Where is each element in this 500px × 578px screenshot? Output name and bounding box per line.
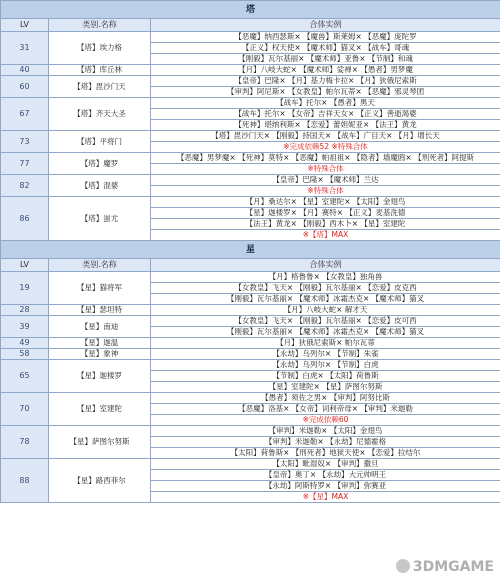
table-row	[1, 98, 500, 109]
recipe-cell: 【皇帝】奥丁× 【永劫】大元帅明王	[151, 470, 500, 481]
recipe-cell: 【愚者】须佐之男× 【审判】阿努比斯	[151, 393, 500, 404]
category-cell: 【星】路西菲尔	[49, 459, 151, 503]
recipe-header: 合体实例	[151, 19, 500, 32]
lv-cell: 65	[1, 360, 49, 393]
recipe-cell: 【审判】阿尼斯× 【女教皇】帕尔瓦蒂× 【恶魔】邪灵琴团	[151, 87, 500, 98]
watermark-logo-icon	[396, 559, 410, 573]
note-cell: ※特殊合体	[151, 164, 500, 175]
category-cell: 【塔】魔罗	[49, 153, 151, 175]
lv-cell: 70	[1, 393, 49, 426]
recipe-cell: 【审判】米迦勒× 【永劫】尼德霍格	[151, 437, 500, 448]
section-title-row	[1, 1, 500, 19]
recipe-cell: 【月】八岐大蛇× 解才天	[151, 305, 500, 316]
lv-cell: 77	[1, 153, 49, 175]
recipe-cell: 【恶魔】纳西瑟斯× 【魔兽】斯莱姆× 【恶魔】庞陀罗	[151, 32, 500, 43]
section-title: 塔	[1, 1, 500, 19]
note-cell: ※完成依赖60	[151, 415, 500, 426]
lv-cell: 49	[1, 338, 49, 349]
table-row	[1, 175, 500, 186]
recipe-cell: 【法王】黄龙× 【刚毅】西木卜× 【星】室建陀	[151, 219, 500, 230]
recipe-cell: 【死神】堪纳利斯× 【恋爱】蕾妲妮亚× 【法王】黄龙	[151, 120, 500, 131]
recipe-cell: 【永劫】阿斯特罗× 【审判】弥赛亚	[151, 481, 500, 492]
recipe-cell: 【正义】权天使× 【魔术师】猫叉× 【战车】哥魂	[151, 43, 500, 54]
watermark	[396, 559, 494, 575]
table-row	[1, 426, 500, 437]
category-header: 类别.名称	[49, 19, 151, 32]
recipe-cell: 【永劫】乌列尔× 【节制】白虎	[151, 360, 500, 371]
category-cell: 【塔】混婆	[49, 175, 151, 197]
lv-cell: 31	[1, 32, 49, 65]
header-row	[1, 19, 500, 32]
recipe-cell: 【星】迦楼罗× 【月】赛特× 【正义】麦基洗德	[151, 208, 500, 219]
note-cell: ※完成依赖52 ※特殊合体	[151, 142, 500, 153]
table-row	[1, 305, 500, 316]
recipe-cell: 【女教皇】飞天× 【刚毅】瓦尔基丽× 【恋爱】皮可西	[151, 316, 500, 327]
category-cell: 【塔】库丘林	[49, 65, 151, 76]
category-cell: 【星】萨图尔努斯	[49, 426, 151, 459]
table-row	[1, 272, 500, 283]
recipe-cell: 【战车】托尔× 【愚者】黑天	[151, 98, 500, 109]
category-cell: 【塔】齐天大圣	[49, 98, 151, 131]
section-title: 星	[1, 241, 500, 259]
lv-cell: 78	[1, 426, 49, 459]
section-title-row	[1, 241, 500, 259]
category-cell: 【塔】毘沙门天	[49, 76, 151, 98]
table-row	[1, 316, 500, 327]
note-cell: ※【星】MAX	[151, 492, 500, 503]
note-cell: ※特殊合体	[151, 186, 500, 197]
category-header: 类别.名称	[49, 259, 151, 272]
lv-header: LV	[1, 259, 49, 272]
recipe-cell: 【星】室建陀× 【星】萨图尔努斯	[151, 382, 500, 393]
category-cell: 【塔】蚩尤	[49, 197, 151, 241]
lv-cell: 40	[1, 65, 49, 76]
watermark-text: 3DMGAME	[412, 559, 494, 575]
recipe-cell: 【刚毅】瓦尔基丽× 【魔术师】冰霜杰克× 【魔术师】猫叉	[151, 294, 500, 305]
table-row	[1, 153, 500, 164]
table-row	[1, 338, 500, 349]
recipe-cell: 【皇帝】巴隆× 【月】基力梅卡拉× 【月】狄俄尼索斯	[151, 76, 500, 87]
lv-cell: 19	[1, 272, 49, 305]
category-cell: 【星】迦温	[49, 338, 151, 349]
recipe-cell: 【刚毅】瓦尔基丽× 【魔术师】冰霜杰克× 【魔术师】猫叉	[151, 327, 500, 338]
table-row	[1, 76, 500, 87]
lv-header: LV	[1, 19, 49, 32]
recipe-cell: 【月】狄俄尼索斯× 帕尔瓦蒂	[151, 338, 500, 349]
header-row	[1, 259, 500, 272]
recipe-cell: 【太阳】荷鲁斯× 【刑死者】地狱天使× 【恋爱】拉结尔	[151, 448, 500, 459]
recipe-header: 合体实例	[151, 259, 500, 272]
recipe-cell: 【战车】托尔× 【女帝】吉祥天女× 【正义】善逝渴婆	[151, 109, 500, 120]
recipe-cell: 【恶魔】洛基× 【女帝】词利帝母× 【审判】米迦勒	[151, 404, 500, 415]
table-row	[1, 360, 500, 371]
lv-cell: 60	[1, 76, 49, 98]
recipe-cell: 【审判】米迦勒× 【太阳】金翅鸟	[151, 426, 500, 437]
recipe-cell: 【太阳】毗湿奴× 【审判】撒旦	[151, 459, 500, 470]
category-cell: 【星】室建陀	[49, 393, 151, 426]
recipe-cell: 【恶魔】男梦魔× 【死神】莫特× 【恶魔】帕祖祖× 【隐者】墙魔鸥× 【刑死者】阿提斯	[151, 153, 500, 164]
recipe-cell: 【月】桑达尔× 【星】室建陀× 【太阳】金翅鸟	[151, 197, 500, 208]
table-row	[1, 393, 500, 404]
lv-cell: 58	[1, 349, 49, 360]
lv-cell: 73	[1, 131, 49, 153]
category-cell: 【星】猫将军	[49, 272, 151, 305]
recipe-cell: 【月】八岐大蛇× 【魔术师】娑禅× 【愚者】男梦魔	[151, 65, 500, 76]
recipe-cell: 【节制】白虎× 【太阳】荷鲁斯	[151, 371, 500, 382]
category-cell: 【星】象神	[49, 349, 151, 360]
lv-cell: 82	[1, 175, 49, 197]
recipe-cell: 【女教皇】飞天× 【刚毅】瓦尔基丽× 【恋爱】皮克西	[151, 283, 500, 294]
category-cell: 【塔】平将门	[49, 131, 151, 153]
recipe-cell: 【塔】毘沙门天× 【刚毅】持国天× 【战车】广目天× 【月】增长天	[151, 131, 500, 142]
category-cell: 【星】迦楼罗	[49, 360, 151, 393]
note-cell: ※【塔】MAX	[151, 230, 500, 241]
table-row	[1, 197, 500, 208]
lv-cell: 86	[1, 197, 49, 241]
category-cell: 【星】南迪	[49, 316, 151, 338]
table-row	[1, 32, 500, 43]
recipe-cell: 【月】格鲁鲁× 【女教皇】独角兽	[151, 272, 500, 283]
category-cell: 【星】瑟坦特	[49, 305, 151, 316]
recipe-cell: 【永劫】乌列尔× 【节制】朱雀	[151, 349, 500, 360]
table-row	[1, 349, 500, 360]
table-row	[1, 459, 500, 470]
lv-cell: 67	[1, 98, 49, 131]
table-row	[1, 65, 500, 76]
lv-cell: 28	[1, 305, 49, 316]
lv-cell: 39	[1, 316, 49, 338]
lv-cell: 88	[1, 459, 49, 503]
category-cell: 【塔】埃力格	[49, 32, 151, 65]
recipe-cell: 【刚毅】瓦尔基丽× 【魔术师】亚鲁× 【节制】和魂	[151, 54, 500, 65]
table-row	[1, 131, 500, 142]
recipe-cell: 【皇帝】巴隆× 【魔术师】兰达	[151, 175, 500, 186]
